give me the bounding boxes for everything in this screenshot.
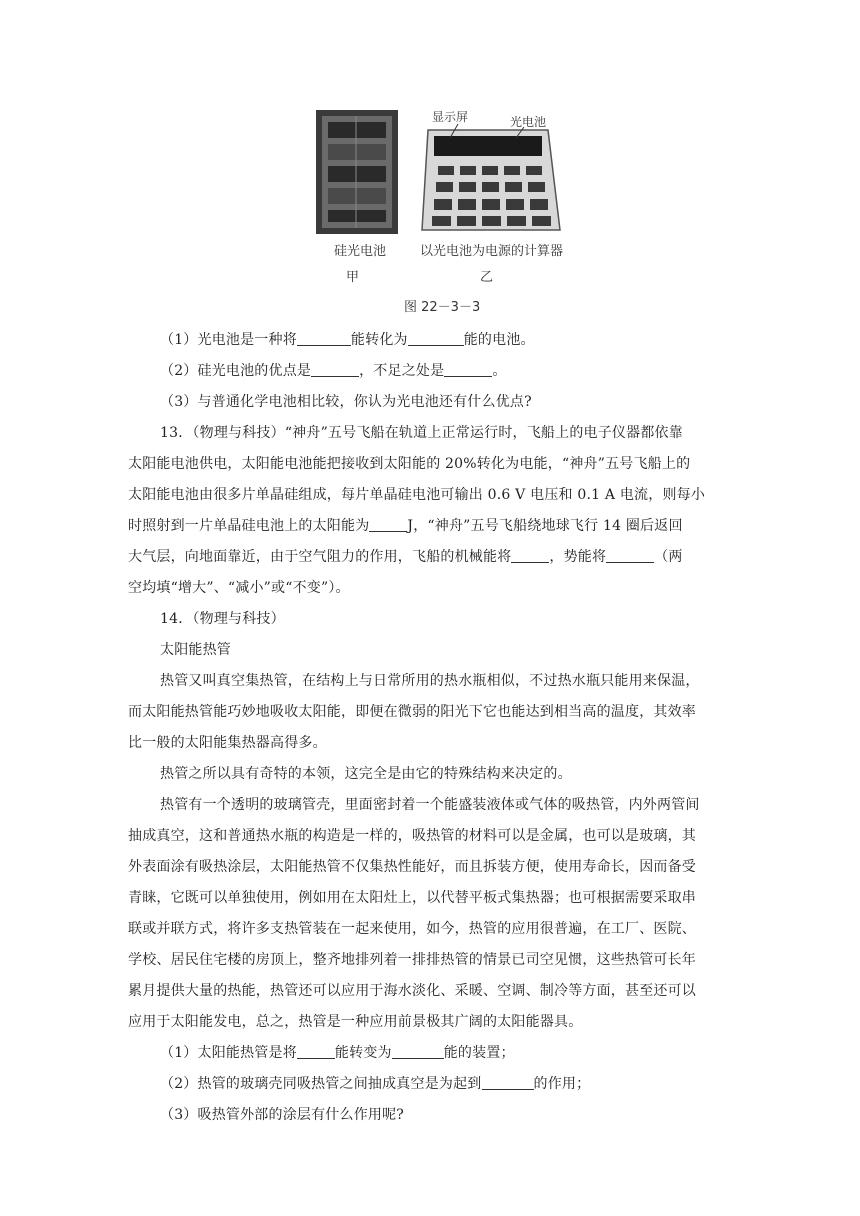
q13-text: （两 bbox=[654, 549, 683, 565]
answer-blank[interactable] bbox=[297, 332, 351, 346]
q14-paragraph-line: 比一般的太阳能集热器高得多。 bbox=[128, 735, 327, 751]
q13-line: 13．（物理与科技）“神舟”五号飞船在轨道上正常运行时，飞船上的电子仪器都依靠 bbox=[160, 425, 683, 441]
q12-text: 能的电池。 bbox=[463, 332, 535, 348]
answer-blank[interactable] bbox=[408, 332, 464, 346]
q12-text: 。 bbox=[492, 363, 507, 379]
q14-paragraph-line: 而太阳能热管能巧妙地吸收太阳能，即便在微弱的阳光下它也能达到相当高的温度，其效率 bbox=[128, 704, 696, 720]
q14-item-1 bbox=[160, 1044, 515, 1062]
q13-text: 大气层，向地面靠近，由于空气阻力的作用，飞船的机械能将 bbox=[128, 549, 512, 565]
silicon-cell-image bbox=[316, 110, 398, 234]
q13-line: 太阳能电池由很多片单晶硅组成，每片单晶硅电池可输出 0.6 V 电压和 0.1 A 电流，则每小 bbox=[128, 487, 706, 503]
label-silicon-cell: 硅光电池 bbox=[334, 244, 387, 259]
q12-text: ，不足之处是 bbox=[359, 363, 445, 379]
q14-text: （2）热管的玻璃壳同吸热管之间抽成真空是为起到 bbox=[160, 1076, 482, 1092]
q14-paragraph-line: 青睐，它既可以单独使用，例如用在太阳灶上，以代替平板式集热器；也可根据需要采取串 bbox=[128, 890, 696, 906]
label-calculator: 以光电池为电源的计算器 bbox=[420, 244, 564, 259]
q13-text: J，“神舟”五号飞船绕地球飞行 14 圈后返回 bbox=[407, 518, 683, 534]
q14-text: 的作用； bbox=[533, 1076, 591, 1092]
figure-illustration bbox=[310, 100, 590, 320]
answer-blank[interactable] bbox=[297, 1045, 335, 1059]
q12-text: （1）光电池是一种将 bbox=[160, 332, 297, 348]
q12-item-3: （3）与普通化学电池相比较，你认为光电池还有什么优点? bbox=[160, 394, 532, 410]
q13-line: 空均填“增大”、“减小”或“不变”）。 bbox=[128, 580, 350, 596]
q13-text: 时照射到一片单晶硅电池上的太阳能为 bbox=[128, 518, 370, 534]
q12-text: 能转化为 bbox=[350, 332, 408, 348]
q14-paragraph-line: 累月提供大量的热能，热管还可以应用于海水淡化、采暖、空调、制冷等方面，甚至还可以 bbox=[128, 983, 696, 999]
answer-blank[interactable] bbox=[392, 1045, 444, 1059]
q14-heading: 14．（物理与科技） bbox=[160, 611, 285, 627]
answer-blank[interactable] bbox=[369, 518, 407, 532]
q14-paragraph-line: 热管有一个透明的玻璃管壳，里面密封着一个能盛装液体或气体的吸热管，内外两管间 bbox=[160, 797, 700, 813]
q12-item-1 bbox=[160, 331, 535, 349]
calculator-image bbox=[422, 124, 560, 230]
answer-blank[interactable] bbox=[606, 549, 654, 563]
q13-line bbox=[128, 517, 683, 535]
q13-line: 太阳能电池供电，太阳能电池能把接收到太阳能的 20%转化为电能，“神舟”五号飞船上的 bbox=[128, 456, 691, 472]
q12-text: （2）硅光电池的优点是 bbox=[160, 363, 312, 379]
q14-item-2 bbox=[160, 1075, 590, 1093]
q14-text: 能的装置； bbox=[443, 1045, 515, 1061]
figure-caption: 图 22－3－3 bbox=[404, 300, 481, 315]
q14-paragraph-line: 热管又叫真空集热管，在结构上与日常所用的热水瓶相似，不过热水瓶只能用来保温， bbox=[160, 673, 700, 689]
q14-paragraph-line: 应用于太阳能发电，总之，热管是一种应用前景极其广阔的太阳能器具。 bbox=[128, 1014, 583, 1030]
answer-blank[interactable] bbox=[482, 1076, 534, 1090]
q12-item-2 bbox=[160, 362, 507, 380]
q14-paragraph-line: 热管之所以具有奇特的本领，这完全是由它的特殊结构来决定的。 bbox=[160, 766, 572, 782]
answer-blank[interactable] bbox=[444, 363, 492, 377]
q14-text: 能转变为 bbox=[334, 1045, 392, 1061]
q14-article-title: 太阳能热管 bbox=[160, 642, 231, 658]
q14-paragraph-line: 抽成真空，这和普通热水瓶的构造是一样的，吸热管的材料可以是金属，也可以是玻璃，其 bbox=[128, 828, 696, 844]
q14-paragraph-line: 外表面涂有吸热涂层，太阳能热管不仅集热性能好，而且拆装方便，使用寿命长，因而备受 bbox=[128, 859, 696, 875]
q13-text: ，势能将 bbox=[549, 549, 607, 565]
label-display-screen: 显示屏 bbox=[432, 110, 469, 124]
q14-paragraph-line: 联或并联方式，将许多支热管装在一起来使用，如今，热管的应用很普遍，在工厂、医院、 bbox=[128, 921, 696, 937]
label-solar-cell: 光电池 bbox=[510, 115, 547, 129]
q14-text: （1）太阳能热管是将 bbox=[160, 1045, 297, 1061]
q14-item-3: （3）吸热管外部的涂层有什么作用呢? bbox=[160, 1107, 405, 1123]
q14-paragraph-line: 学校、居民住宅楼的房顶上，整齐地排列着一排排热管的情景已司空见惯，这些热管可长年 bbox=[128, 952, 696, 968]
label-yi: 乙 bbox=[480, 270, 494, 285]
answer-blank[interactable] bbox=[311, 363, 359, 377]
q13-line bbox=[128, 548, 683, 566]
figure-22-3-3 bbox=[310, 100, 590, 320]
label-jia: 甲 bbox=[346, 270, 360, 285]
answer-blank[interactable] bbox=[511, 549, 549, 563]
